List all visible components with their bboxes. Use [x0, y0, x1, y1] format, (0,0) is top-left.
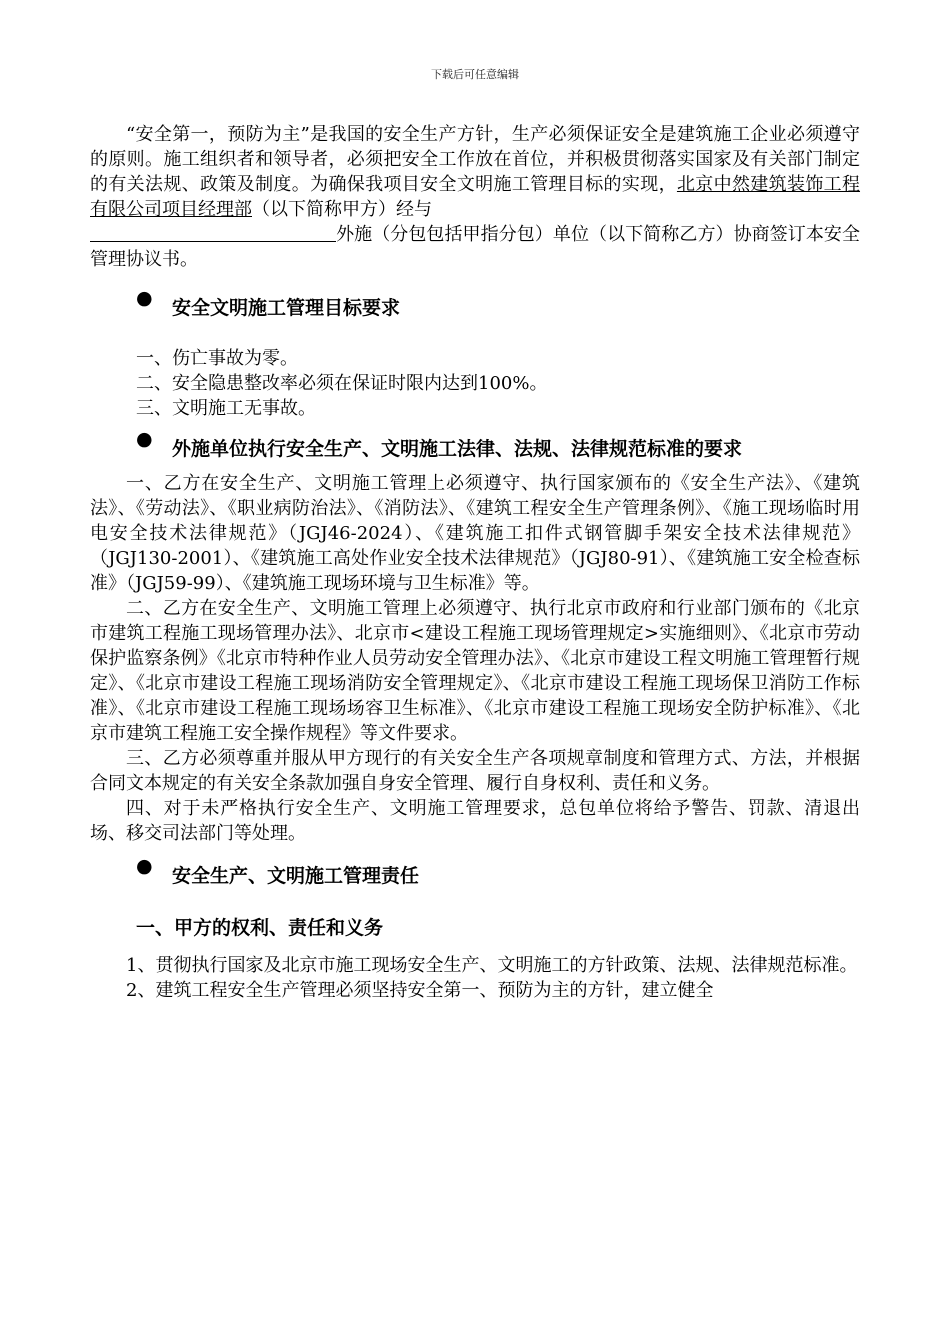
bullet-icon: ●: [136, 428, 153, 450]
party-b-blank: [90, 223, 336, 242]
section-2-paragraph: 三、乙方必须尊重并服从甲方现行的有关安全生产各项规章制度和管理方式、方法，并根据合同文本规定的有关安全条款加强自身安全管理、履行自身权利、责任和义务。: [90, 748, 860, 794]
bullet-icon: ●: [136, 287, 153, 309]
section-3-subtitle: 一、甲方的权利、责任和义务: [136, 917, 384, 939]
document-body: [90, 122, 860, 1003]
intro-text-3: 外施（分包包括甲指分包）单位（以下简称乙方）协商签订本安全管理协议书。: [90, 224, 860, 270]
section-3-paragraph: 2、建筑工程安全生产管理必须坚持安全第一、预防为主的方针，建立健全: [126, 980, 714, 1001]
section-1-list: [90, 346, 860, 421]
section-2-paragraph: 二、乙方在安全生产、文明施工管理上必须遵守、执行北京市政府和行业部门颁布的《北京市建筑工程施工现场管理办法》、北京市<建设工程施工现场管理规定>实施细则》、《北京市劳动保护监察条例》《北京市特种作业人员劳动安全管理办法》、《北京市建设工程文明施工管理暂行规定》、《北京市建设工程施工现场消防安全管理规定》、《北京市建设工程施工现场保卫消防工作标准》、《北京市建设工程施工现场场容卫生标准》、《北京市建设工程施工现场安全防护标准》、《北京市建筑工程施工安全操作规程》等文件要求。: [90, 598, 860, 744]
section-2-paragraph: 四、对于未严格执行安全生产、文明施工管理要求，总包单位将给予警告、罚款、清退出场、移交司法部门等处理。: [90, 798, 860, 844]
list-item: 三、文明施工无事故。: [136, 398, 316, 419]
section-2-paragraph: 一、乙方在安全生产、文明施工管理上必须遵守、执行国家颁布的《安全生产法》、《建筑法》、《劳动法》、《职业病防治法》、《消防法》、《建筑工程安全生产管理条例》、《施工现场临时用电安全技术法律规范》（JGJ46-2024）、《建筑施工扣件式钢管脚手架安全技术法律规范》（JGJ130-2001）、《建筑施工高处作业安全技术法律规范》（JGJ80-91）、《建筑施工安全检查标准》（JGJ59-99）、《建筑施工现场环境与卫生标准》等。: [90, 473, 860, 594]
bullet-icon: ●: [136, 855, 153, 877]
section-3-heading: [90, 854, 860, 898]
section-1-heading: [90, 286, 860, 330]
section-3-paragraph: 1、贯彻执行国家及北京市施工现场安全生产、文明施工的方针政策、法规、法律规范标准。: [126, 955, 858, 976]
section-1-title: 安全文明施工管理目标要求: [172, 297, 401, 319]
page-header: 下载后可任意编辑: [431, 68, 519, 81]
list-item: 一、伤亡事故为零。: [136, 348, 298, 369]
list-item: 二、安全隐患整改率必须在保证时限内达到100%。: [136, 373, 548, 394]
party-a-name: 北京中然建筑装饰工程有限公司项目经理部: [90, 174, 861, 220]
intro-text-1: “安全第一，预防为主”是我国的安全生产方针，生产必须保证安全是建筑施工企业必须遵守的原则。施工组织者和领导者，必须把安全工作放在首位，并积极贯彻落实国家及有关部门制定的有关法规、政策及制度。为确保我项目安全文明施工管理目标的实现，: [90, 124, 860, 195]
section-2-title: 外施单位执行安全生产、文明施工法律、法规、法律规范标准的要求: [172, 438, 743, 460]
intro-paragraph: [90, 122, 860, 272]
section-2-heading: [90, 427, 860, 471]
section-3-title: 安全生产、文明施工管理责任: [172, 865, 420, 887]
intro-text-2: （以下简称甲方）经与: [252, 199, 432, 220]
